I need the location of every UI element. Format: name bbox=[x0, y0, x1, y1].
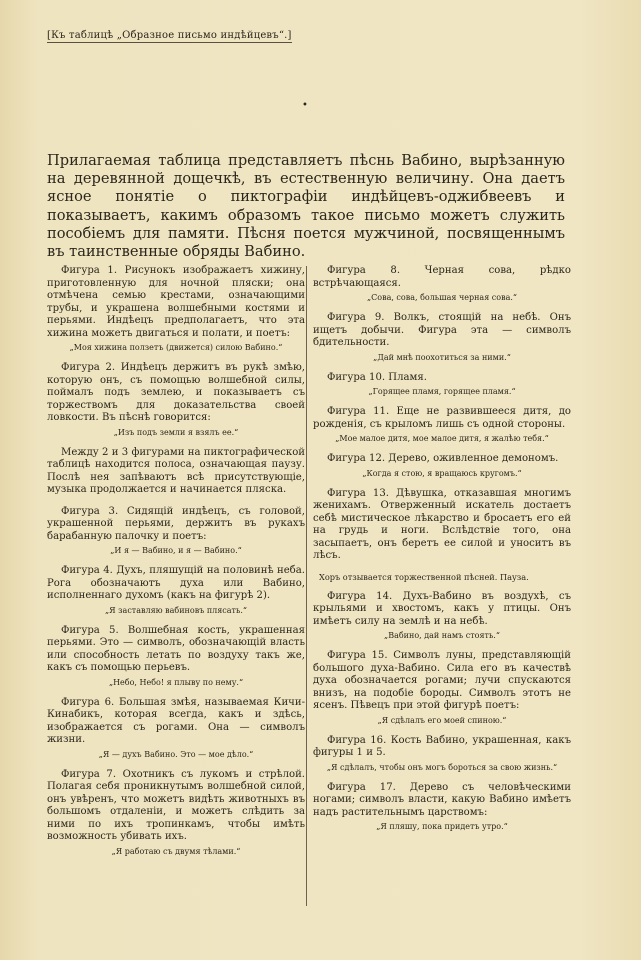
running-header: [Къ таблицѣ „Образное письмо индѣйцевъ“.] bbox=[47, 30, 292, 41]
figure-description: Фигура 1. Рисунокъ изображаетъ хижину, приготовленную для ночной пляски; она отмѣчена семью крестами, означающими трубы, и украшена волшебными костями и перьями. Индѣецъ предполагаетъ, что эта хижина можетъ двигаться и полати, и поетъ: bbox=[47, 265, 305, 339]
figure-description: Фигура 12. Дерево, оживленное демономъ. bbox=[327, 453, 559, 464]
figure-description: Фигура 3. Сидящій индѣецъ, съ головой, украшенной перьями, держитъ въ рукахъ барабанную палочку и поетъ: bbox=[47, 505, 305, 542]
figure-description: Фигура 9. Волкъ, стоящій на небѣ. Онъ ищетъ добычи. Фигура эта — символъ бдительности. bbox=[313, 312, 571, 348]
song-quote: „Горящее пламя, горящее пламя.“ bbox=[368, 387, 516, 396]
figure-description: Фигура 14. Духъ-Вабино въ воздухѣ, съ крыльями и хвостомъ, какъ у птицы. Онъ имѣетъ силу на землѣ и на небѣ. bbox=[313, 590, 571, 627]
song-quote: „Мое малое дитя, мое малое дитя, я жалѣю тебя.“ bbox=[335, 434, 549, 443]
chorus-note: Хоръ отзывается торжественной пѣсней. Пауза. bbox=[319, 571, 529, 582]
left-column bbox=[47, 265, 305, 866]
song-quote: „Изъ подъ земли я взялъ ее.“ bbox=[113, 427, 239, 437]
song-quote: „Я — духъ Вабино. Это — мое дѣло.“ bbox=[98, 749, 254, 759]
figure-description: Между 2 и 3 фигурами на пиктографической таблицѣ находится полоса, означающая паузу. Послѣ нея запѣваютъ всѣ присутствующіе, музыка продолжается и начинается пляска. bbox=[47, 446, 305, 495]
figure-description: Фигура 11. Еще не развившееся дитя, до рожденія, съ крыломъ лишь съ одной стороны. bbox=[313, 406, 571, 430]
right-column bbox=[313, 265, 571, 841]
song-quote: „Я сдѣлалъ, чтобы онъ могъ бороться за свою жизнь.“ bbox=[326, 762, 558, 772]
song-quote: „Моя хижина ползетъ (движется) силою Вабино.“ bbox=[69, 343, 283, 352]
figure-description: Фигура 17. Дерево съ человѣческими ногами; символъ власти, какую Вабино имѣетъ надъ растительнымъ царствомъ: bbox=[313, 781, 571, 818]
figure-description: Фигура 5. Волшебная кость, украшенная перьями. Это — символъ, обозначающій власть или способность летать по воздуху такъ же, какъ съ помощью перьевъ. bbox=[47, 624, 305, 673]
figure-description: Фигура 10. Пламя. bbox=[327, 371, 427, 383]
song-quote: „И я — Вабино, и я — Вабино.“ bbox=[110, 546, 242, 555]
figure-description: Фигура 4. Духъ, пляшущій на половинѣ неба. Рога обозначаютъ духа или Вабино, исполненнаго духомъ (какъ на фигурѣ 2). bbox=[47, 565, 305, 601]
song-quote: „Когда я стою, я вращаюсь кругомъ.“ bbox=[362, 468, 522, 478]
song-quote: „Я заставляю вабиновъ плясать.“ bbox=[105, 605, 247, 615]
song-quote: „Сова, сова, большая черная сова.“ bbox=[366, 293, 517, 302]
figure-description: Фигура 8. Черная сова, рѣдко встрѣчающаяся. bbox=[313, 265, 571, 289]
figure-description: Фигура 2. Индѣецъ держитъ въ рукѣ змѣю, которую онъ, съ помощью волшебной силы, поймалъ подъ землею, и показываетъ съ торжествомъ для доказательства своей ловкости. Въ пѣснѣ говорится: bbox=[47, 362, 305, 423]
figure-description: Фигура 6. Большая змѣя, называемая Кичи-Кинабикъ, которая всегда, какъ и здѣсь, изображается съ рогами. Она — символъ жизни. bbox=[47, 696, 305, 745]
ornament-dot: • bbox=[302, 100, 308, 111]
figure-description: Фигура 7. Охотникъ съ лукомъ и стрѣлой. Полагая себя проникнутымъ волшебной силой, онъ увѣренъ, что можетъ видѣть животныхъ въ большомъ отдаленіи, и можетъ слѣдить за ними по ихъ тропинкамъ, чтобы имѣть возможность убивать ихъ. bbox=[47, 768, 305, 842]
figure-description: Фигура 15. Символъ луны, представляющій большого духа-Вабино. Сила его въ качествѣ духа обозначается рогами; лучи спускаются внизъ, на подобіе бороды. Символъ этотъ не ясенъ. Пѣвецъ при этой фигурѣ поетъ: bbox=[313, 650, 571, 711]
song-quote: „Я пляшу, пока придетъ утро.“ bbox=[376, 822, 508, 831]
song-quote: „Вабино, дай намъ стоять.“ bbox=[384, 631, 500, 640]
intro-paragraph: Прилагаемая таблица представляетъ пѣснь Вабино, вырѣзанную на деревянной дощечкѣ, въ естественную величину. Она даетъ ясное понятіе о пиктографіи индѣйцевъ-оджибвеевъ и показываетъ, какимъ образомъ такое письмо можетъ служить пособіемъ для памяти. Пѣсня поется мужчиной, посвященнымъ въ таинственные обряды Вабино. bbox=[47, 152, 565, 261]
song-quote: „Я работаю съ двумя тѣлами.“ bbox=[111, 846, 241, 856]
song-quote: „Небо, Небо! я плыву по нему.“ bbox=[108, 677, 244, 687]
figure-description: Фигура 16. Кость Вабино, украшенная, какъ фигуры 1 и 5. bbox=[313, 734, 571, 758]
song-quote: „Я сдѣлалъ его моей спиною.“ bbox=[377, 715, 507, 725]
figure-description: Фигура 13. Дѣвушка, отказавшая многимъ женихамъ. Отверженный искатель достаетъ себѣ мистическое лѣкарство и бросаетъ его ей на грудь и ноги. Вслѣдствіе того, она засыпаетъ, онъ беретъ ее силой и уноситъ въ лѣсъ. bbox=[313, 487, 571, 561]
column-divider bbox=[306, 266, 307, 906]
song-quote: „Дай мнѣ поохотиться за ними.“ bbox=[373, 352, 511, 362]
